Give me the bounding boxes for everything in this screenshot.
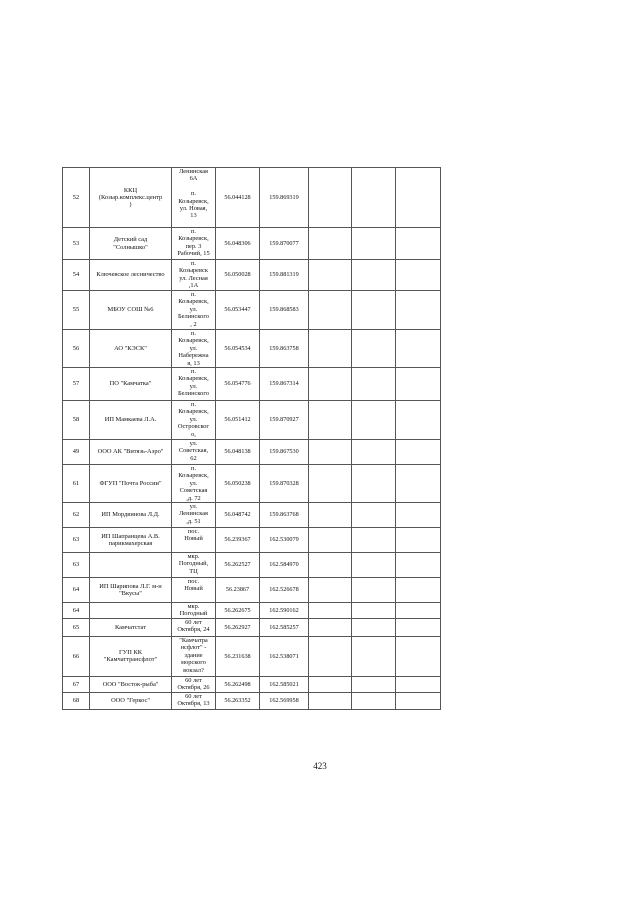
empty-cell [309,330,352,368]
address-cell: мкр. Погодный [172,603,216,619]
empty-cell [352,528,396,553]
empty-cell [396,578,441,603]
latitude-cell: 56.054776 [216,368,260,401]
address-cell: ул. Ленинская ,д. 51 [172,503,216,528]
organization-name-cell: МБОУ СОШ №6 [90,291,172,330]
row-number-cell: 53 [63,228,90,260]
address-cell: ул. Советская, 62 [172,440,216,465]
row-number-cell: 64 [63,603,90,619]
empty-cell [396,603,441,619]
empty-cell [309,440,352,465]
row-number-cell: 54 [63,260,90,291]
latitude-cell: 56.048306 [216,228,260,260]
address-cell: п. Козыревск, ул. Белинского [172,368,216,401]
table-row [63,618,441,636]
empty-cell [309,368,352,401]
latitude-cell: 56.23867 [216,578,260,603]
table-row [63,503,441,528]
organization-name-cell: Ключевское лесничество [90,260,172,291]
empty-cell [352,553,396,578]
table-row [63,168,441,228]
address-cell: 60 лет Октября, 26 [172,676,216,692]
empty-cell [309,676,352,692]
latitude-cell: 56.050028 [216,260,260,291]
empty-cell [352,618,396,636]
empty-cell [396,401,441,440]
latitude-cell: 56.044128 [216,168,260,228]
table-row [63,291,441,330]
latitude-cell: 56.048138 [216,440,260,465]
empty-cell [396,440,441,465]
longitude-cell: 162.538071 [260,636,309,676]
organization-name-cell: ГУП КК "Камчаттрансфлот" [90,636,172,676]
empty-cell [352,260,396,291]
row-number-cell: 56 [63,330,90,368]
row-number-cell: 62 [63,503,90,528]
address-cell: пос. Новый [172,578,216,603]
empty-cell [352,603,396,619]
longitude-cell: 159.867314 [260,368,309,401]
page-number: 423 [313,761,327,771]
organization-name-cell: ООО "Геркос" [90,692,172,709]
table-row [63,578,441,603]
latitude-cell: 56.262675 [216,603,260,619]
empty-cell [352,465,396,503]
address-cell: 60 лет Октября, 13 [172,692,216,709]
longitude-cell: 159.867530 [260,440,309,465]
empty-cell [396,291,441,330]
organization-name-cell: ФГУП "Почта России" [90,465,172,503]
address-cell: п. Козыревск, пер. 3 Рабочий, 15 [172,228,216,260]
longitude-cell: 162.584970 [260,553,309,578]
longitude-cell: 162.585021 [260,676,309,692]
empty-cell [352,676,396,692]
address-cell: Ленинская 6А п. Козыревск, ул. Новая, 13 [172,168,216,228]
longitude-cell: 159.881319 [260,260,309,291]
longitude-cell: 159.870077 [260,228,309,260]
empty-cell [396,260,441,291]
address-cell: п. Козыревск ул. Лесная ,1А [172,260,216,291]
empty-cell [309,401,352,440]
empty-cell [352,636,396,676]
empty-cell [309,168,352,228]
table-row [63,636,441,676]
objects-table [62,167,441,710]
organization-name-cell: ИП Шапранцева А.В. парикмахерская [90,528,172,553]
organization-name-cell: ПО "Камчатка" [90,368,172,401]
row-number-cell: 63 [63,528,90,553]
latitude-cell: 56.231638 [216,636,260,676]
address-cell: 60 лет Октября, 24 [172,618,216,636]
empty-cell [352,168,396,228]
longitude-cell: 159.870927 [260,401,309,440]
address-cell: "Камчатра нсфлот" - здание морского вокзал? [172,636,216,676]
row-number-cell: 61 [63,465,90,503]
address-cell: п. Козыревск, ул. Островског о, [172,401,216,440]
organization-name-cell: Детский сад "Солнышко" [90,228,172,260]
empty-cell [396,676,441,692]
empty-cell [352,291,396,330]
empty-cell [309,553,352,578]
empty-cell [396,330,441,368]
empty-cell [396,636,441,676]
table-row [63,440,441,465]
empty-cell [396,528,441,553]
organization-name-cell: ООО "Восток-рыба" [90,676,172,692]
longitude-cell: 162.585257 [260,618,309,636]
row-number-cell: 66 [63,636,90,676]
longitude-cell: 162.530079 [260,528,309,553]
empty-cell [352,401,396,440]
row-number-cell: 57 [63,368,90,401]
row-number-cell: 63 [63,553,90,578]
longitude-cell: 159.868583 [260,291,309,330]
organization-name-cell: ООО АК "Витязь-Аэро" [90,440,172,465]
latitude-cell: 56.263352 [216,692,260,709]
empty-cell [309,603,352,619]
longitude-cell: 159.863768 [260,503,309,528]
row-number-cell: 58 [63,401,90,440]
empty-cell [309,503,352,528]
table-row [63,260,441,291]
organization-name-cell: ИП Мордвинова Л.Д. [90,503,172,528]
latitude-cell: 56.239367 [216,528,260,553]
empty-cell [352,368,396,401]
row-number-cell: 68 [63,692,90,709]
empty-cell [352,503,396,528]
organization-name-cell [90,603,172,619]
latitude-cell: 56.262527 [216,553,260,578]
table-row [63,465,441,503]
longitude-cell: 159.869319 [260,168,309,228]
empty-cell [396,503,441,528]
row-number-cell: 64 [63,578,90,603]
empty-cell [396,692,441,709]
empty-cell [352,330,396,368]
table-row [63,401,441,440]
longitude-cell: 162.569958 [260,692,309,709]
empty-cell [309,692,352,709]
address-cell: п. Козыревск, ул. Набережна я, 13 [172,330,216,368]
row-number-cell: 67 [63,676,90,692]
latitude-cell: 56.050238 [216,465,260,503]
table-row [63,528,441,553]
empty-cell [396,368,441,401]
empty-cell [396,553,441,578]
empty-cell [396,168,441,228]
longitude-cell: 159.863758 [260,330,309,368]
empty-cell [309,291,352,330]
empty-cell [309,636,352,676]
table-row [63,228,441,260]
longitude-cell: 162.526678 [260,578,309,603]
longitude-cell: 162.590162 [260,603,309,619]
table-row [63,553,441,578]
address-cell: мкр. Погодный, ТЦ [172,553,216,578]
objects-table-container [62,167,440,710]
longitude-cell: 159.870328 [260,465,309,503]
address-cell: п. Козыревск, ул. Белинского , 2 [172,291,216,330]
organization-name-cell: Камчатстат [90,618,172,636]
empty-cell [309,618,352,636]
empty-cell [396,465,441,503]
latitude-cell: 56.262927 [216,618,260,636]
empty-cell [309,528,352,553]
table-row [63,603,441,619]
table-row [63,692,441,709]
empty-cell [396,618,441,636]
latitude-cell: 56.048742 [216,503,260,528]
row-number-cell: 52 [63,168,90,228]
empty-cell [352,692,396,709]
organization-name-cell: ККЦ (Козыр.комплекс.центр ) [90,168,172,228]
organization-name-cell [90,553,172,578]
row-number-cell: 55 [63,291,90,330]
empty-cell [309,465,352,503]
latitude-cell: 56.053447 [216,291,260,330]
address-cell: п. Козыревск, ул. Советская ,д. 72 [172,465,216,503]
objects-table-body [63,168,441,710]
latitude-cell: 56.054534 [216,330,260,368]
table-row [63,368,441,401]
latitude-cell: 56.051412 [216,401,260,440]
empty-cell [309,578,352,603]
empty-cell [352,228,396,260]
row-number-cell: 49 [63,440,90,465]
empty-cell [309,260,352,291]
organization-name-cell: АО "КЭСК" [90,330,172,368]
table-row [63,676,441,692]
row-number-cell: 65 [63,618,90,636]
empty-cell [352,578,396,603]
address-cell: пос. Новый [172,528,216,553]
table-row [63,330,441,368]
latitude-cell: 56.262498 [216,676,260,692]
empty-cell [309,228,352,260]
organization-name-cell: ИП Мамкаева Л.А. [90,401,172,440]
organization-name-cell: ИП Шарипова Л.Г. м-н "Вкусы" [90,578,172,603]
empty-cell [396,228,441,260]
empty-cell [352,440,396,465]
